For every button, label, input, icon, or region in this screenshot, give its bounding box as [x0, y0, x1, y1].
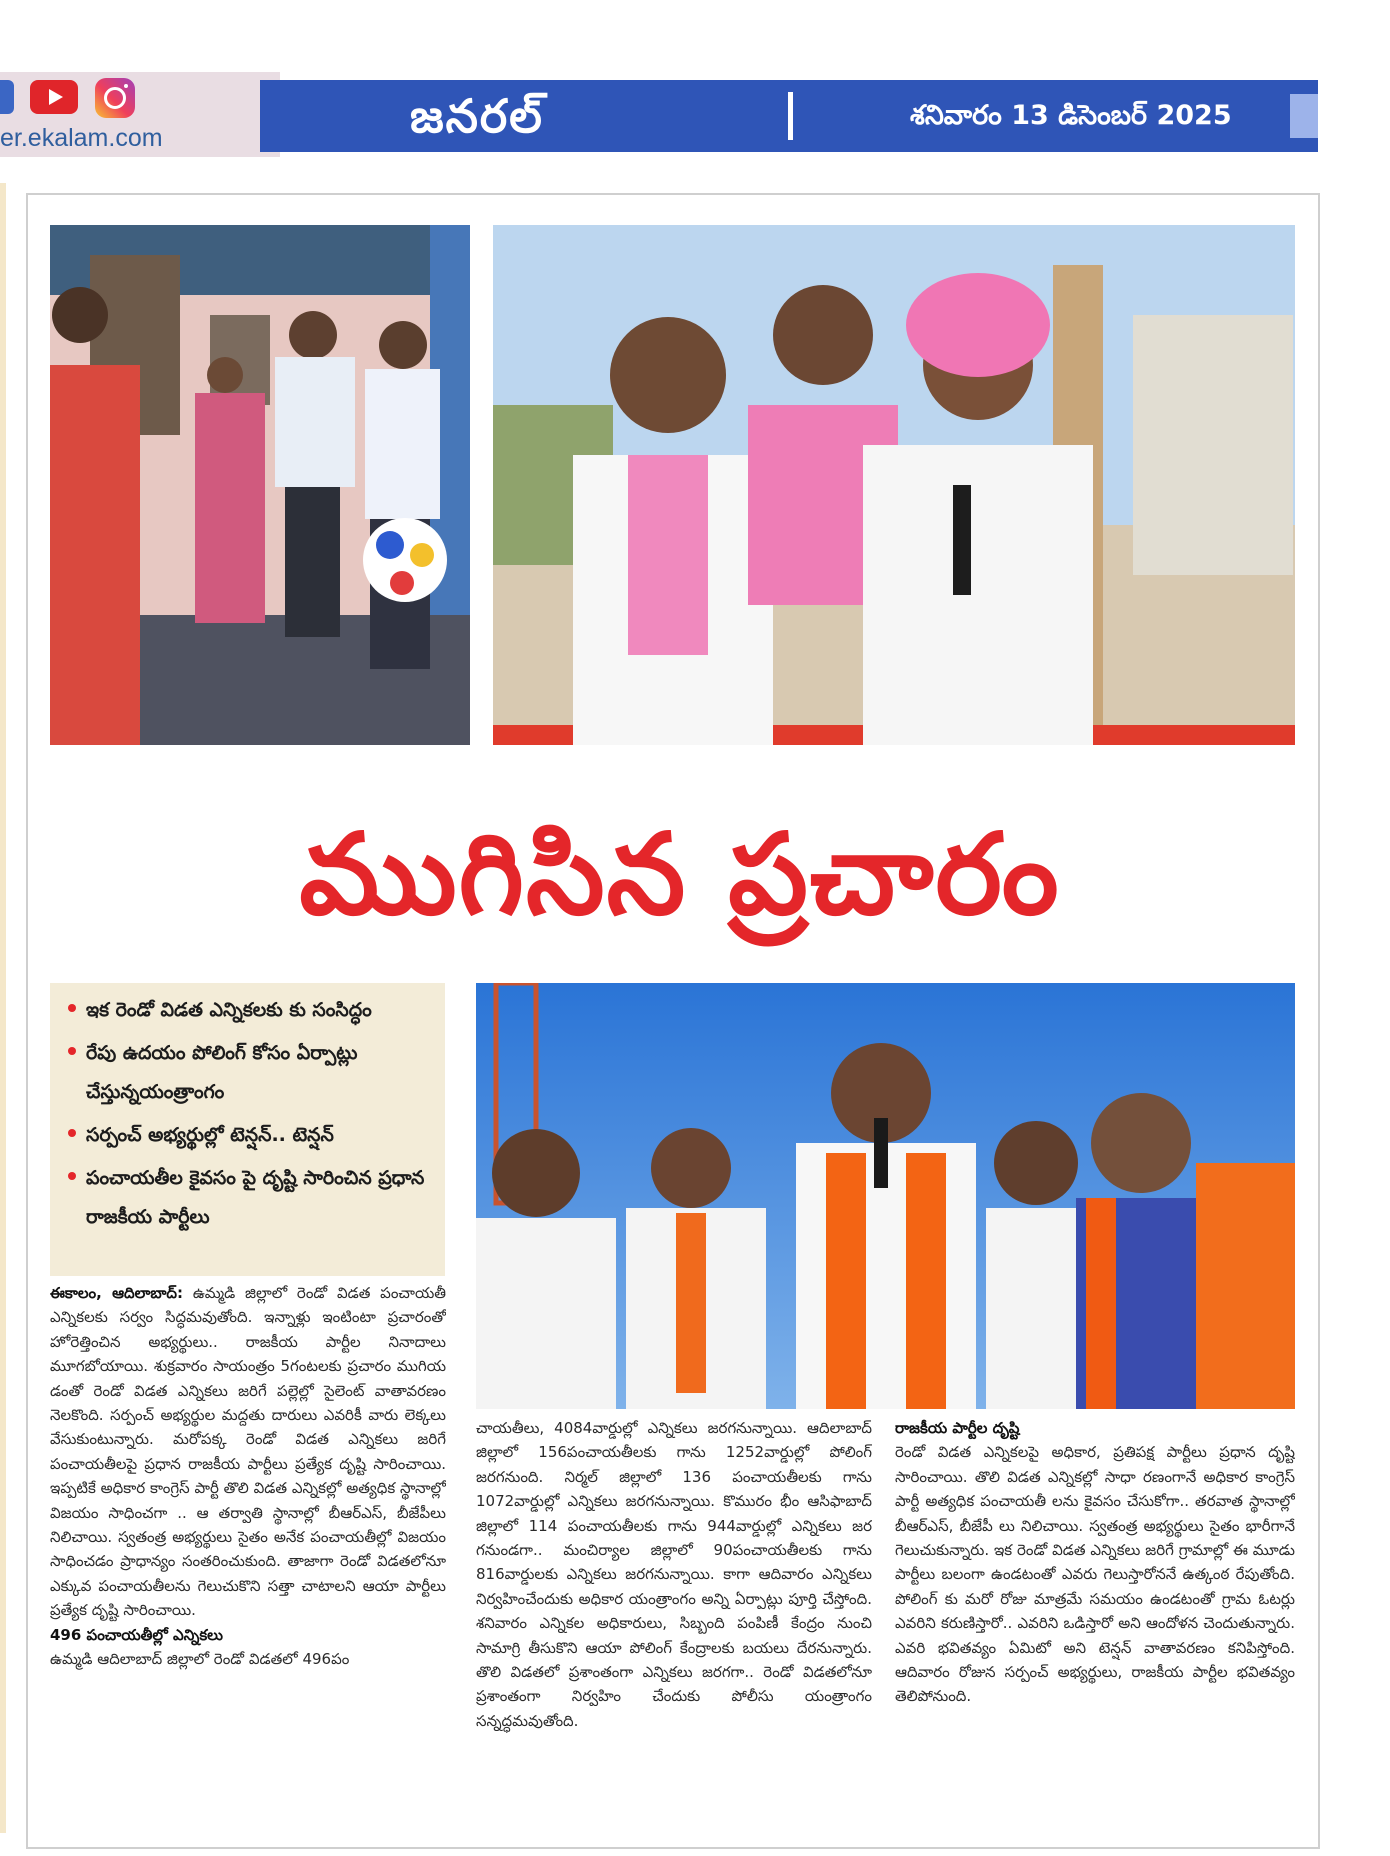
article-column-1: [50, 1281, 446, 1851]
social-links-box: [0, 72, 280, 157]
subheading: రాజకీయ పార్టీల దృష్టి: [895, 1419, 1020, 1437]
highlight-item: సర్పంచ్ అభ్యర్థుల్లో టెన్షన్.. టెన్షన్: [68, 1116, 433, 1155]
article-column-2: [476, 1416, 872, 1836]
issue-date: శనివారం 13 డిసెంబర్ 2025: [910, 100, 1232, 131]
header-divider: [788, 92, 793, 140]
highlight-item: ఇక రెండో విడత ఎన్నికలకు కు సంసిద్ధం: [68, 991, 433, 1030]
section-title: జనరల్: [410, 89, 544, 143]
highlights-box: [50, 983, 445, 1276]
article-paragraph: రెండో విడత ఎన్నికలపై అధికార, ప్రతిపక్ష పార్టీలు ప్రధాన దృష్టి సారించాయి. తొలి విడత ఎన్నికల్లో సాధా రణంగానే అధికార కాంగ్రెస్ పార్టీ అత్యధిక పంచాయతీ లను కైవసం చేసుకోగా.. తరవాత స్థానాల్లో బీఆర్ఎస్, బీజేపీ లు నిలిచాయి. స్వతంత్ర అభ్యర్థులు సైతం భారీగానే గెలుచుకున్నారు. ఇక రెండో విడత ఎన్నికలు జరిగే గ్రామాల్లో ఈ మూడు పార్టీలు బలంగా ఉండటంతో ఎవరు గెలుస్తారోననే ఉత్కంఠ రేపుతోంది. పోలింగ్ కు మరో రోజు మాత్రమే సమయం ఉండటంతో గ్రామ ఓటర్లు ఎవరిని కరుణిస్తారో.. ఎవరిని ఒడిస్తారో అని ఆందోళన చెందుతున్నారు. ఎవరి భవితవ్యం ఏమిటో అని టెన్షన్ వాతావరణం కనిపిస్తోంది. ఆదివారం రోజున సర్పంచ్ అభ్యర్థులు, రాజకీయ పార్టీల భవితవ్యం తెలిపోనుంది.: [895, 1443, 1295, 1706]
header-tab-marker: [1290, 94, 1318, 138]
bullet-icon: [68, 1004, 76, 1012]
campaign-photo-rally: [476, 983, 1295, 1409]
facebook-icon[interactable]: [0, 80, 14, 114]
paragraph-text: ఉమ్మడి జిల్లాలో రెండో విడత పంచాయతీ ఎన్నికలకు సర్వం సిద్ధమవుతోంది. ఇన్నాళ్లు ఇంటింటా ప్రచారంతో హోరెత్తించిన అభ్యర్థులు.. రాజకీయ పార్టీల నినాదాలు మూగబోయాయి. శుక్రవారం సాయంత్రం 5గంటలకు ప్రచారం ముగియ డంతో రెండో విడత ఎన్నికలు జరిగే పల్లెల్లో సైలెంట్ వాతావరణం నెలకొంది. సర్పంచ్ అభ్యర్థుల మద్దతు దారులు ఎవరికీ వారు లెక్కలు వేసుకుంటున్నారు. మరోపక్క రెండో విడత ఎన్నికలు జరిగే పంచాయతీలపై ప్రధాన రాజకీయ పార్టీలు ప్రత్యేక దృష్టి సారించాయి. ఇప్పటికే అధికార కాంగ్రెస్ పార్టీ తొలి విడత ఎన్నికల్లో అత్యధిక స్థానాల్లో విజయం సాధించగా .. ఆ తర్వాతి స్థానాల్లో బీఆర్ఎస్, బీజేపీలు నిలిచాయి. స్వతంత్ర అభ్యర్థులు సైతం అనేక పంచాయతీల్లో విజయం సాధించడం ప్రాధాన్యం సంతరించుకుంది. తాజాగా రెండో విడతలోనూ ఎక్కువ పంచాయతీలను గెలుచుకొని సత్తా చాటాలని ఆయా పార్టీలు ప్రత్యేక దృష్టి సారించాయి.: [50, 1284, 446, 1620]
section-header-bar: [260, 80, 1318, 152]
bullet-icon: [68, 1172, 76, 1180]
youtube-icon[interactable]: [30, 80, 78, 114]
article-column-3: [895, 1416, 1295, 1836]
headline: ముగిసిన ప్రచారం: [299, 810, 1061, 940]
highlight-item: పంచాయతీల కైవసం పై దృష్టి సారించిన ప్రధాన రాజకీయ పార్టీలు: [68, 1159, 433, 1237]
bullet-icon: [68, 1047, 76, 1055]
subheading: 496 పంచాయతీల్లో ఎన్నికలు: [50, 1625, 223, 1644]
highlight-item: రేపు ఉదయం పోలింగ్ కోసం ఏర్పాట్లు చేస్తున్నయంత్రాంగం: [68, 1034, 433, 1112]
article-paragraph: [50, 1647, 446, 1671]
left-margin-rule: [0, 183, 6, 1833]
campaign-photo-doorstep: [50, 225, 470, 745]
site-url-link[interactable]: er.ekalam.com: [0, 124, 163, 152]
instagram-icon[interactable]: [95, 78, 135, 118]
paragraph-text: ఉమ్మడి ఆదిలాబాద్ జిల్లాలో రెండో విడతలో 496పం: [50, 1650, 350, 1669]
dateline: ఈకాలం, ఆదిలాబాద్:: [50, 1284, 184, 1302]
campaign-photo-speech: [493, 225, 1295, 745]
article-paragraph: చాయతీలు, 4084వార్డుల్లో ఎన్నికలు జరగనున్నాయి. ఆదిలాబాద్ జిల్లాలో 156పంచాయతీలకు గాను 1252వార్డుల్లో పోలింగ్ జరగనుంది. నిర్మల్ జిల్లాలో 136 పంచాయతీలకు గాను 1072వార్డుల్లో ఎన్నికలు జరగనున్నాయి. కొమురం భీం ఆసిఫాబాద్ జిల్లాలో 114 పంచాయతీలకు గాను 944వార్డుల్లో ఎన్నికలు జర గనుండగా.. మంచిర్యాల జిల్లాలో 90పంచాయతీలకు గాను 816వార్డులకు ఎన్నికలు జరగనున్నాయి. కాగా ఆదివారం ఎన్నికలు నిర్వహించేందుకు అధికార యంత్రాంగం అన్ని ఏర్పాట్లు పూర్తి చేస్తోంది. శనివారం ఎన్నికల అధికారులు, సిబ్బంది పంపిణీ కేంద్రం నుంచి సామాగ్రి తీసుకొని ఆయా పోలింగ్ కేంద్రాలకు బయలు దేరనున్నారు. తొలి విడతలో ప్రశాంతంగా ఎన్నికలు జరగగా.. రెండో విడతలోనూ ప్రశాంతంగా నిర్వహిం చేందుకు పోలీసు యంత్రాంగం సన్నద్ధమవుతోంది.: [476, 1419, 872, 1730]
bullet-icon: [68, 1129, 76, 1137]
article-paragraph: [50, 1281, 446, 1623]
